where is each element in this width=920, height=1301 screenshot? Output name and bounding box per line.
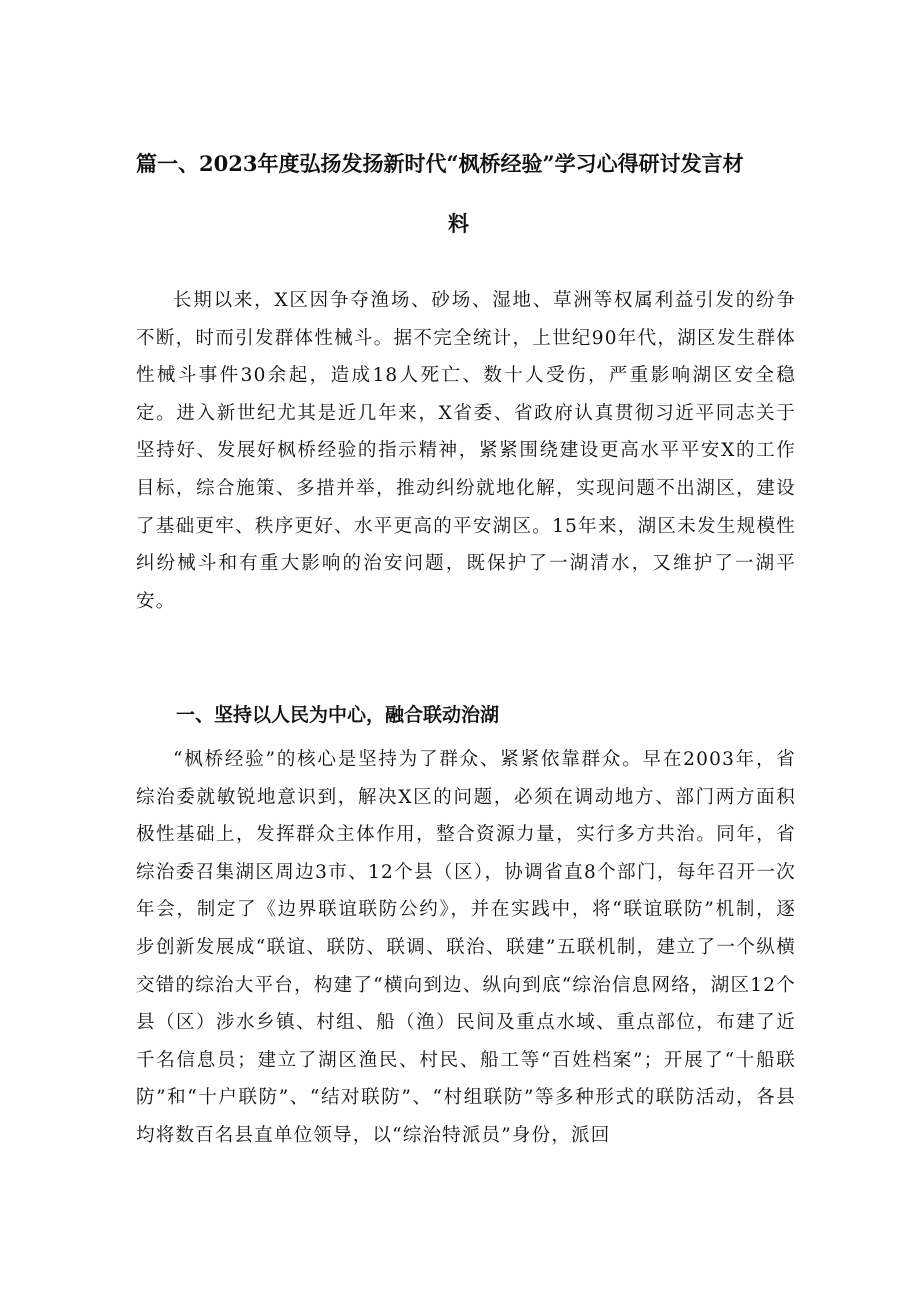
paragraph-section-1 <box>136 741 796 1155</box>
section-heading-1: 一、坚持以人民为中心，融合联动治湖 <box>176 704 500 726</box>
document-title-line1: 篇一、2023年度弘扬发扬新时代“枫桥经验”学习心得研讨发言材 <box>136 151 744 176</box>
paragraph-text: 长期以来，X区因争夺渔场、砂场、湿地、草洲等权属利益引发的纷争不断，时而引发群体性械斗。据不完全统计，上世纪90年代，湖区发生群体性械斗事件30余起，造成18人死亡、数十人受伤，严重影响湖区安全稳定。进入新世纪尤其是近几年来，X省委、省政府认真贯彻习近平同志关于坚持好、发展好枫桥经验的指示精神，紧紧围绕建设更高水平平安X的工作目标，综合施策、多措并举，推动纠纷就地化解，实现问题不出湖区，建设了基础更牢、秩序更好、水平更高的平安湖区。15年来，湖区未发生规模性纠纷械斗和有重大影响的治安问题，既保护了一湖清水，又维护了一湖平安。 <box>136 290 796 612</box>
document-title-line2: 料 <box>448 211 469 236</box>
paragraph-text: “枫桥经验”的核心是坚持为了群众、紧紧依靠群众。早在2003年，省综治委就敏锐地意识到，解决X区的问题，必须在调动地方、部门两方面积极性基础上，发挥群众主体作用，整合资源力量，实行多方共治。同年，省综治委召集湖区周边3市、12个县（区），协调省直8个部门，每年召开一次年会，制定了《边界联谊联防公约》，并在实践中，将“联谊联防”机制，逐步创新发展成“联谊、联防、联调、联治、联建”五联机制，建立了一个纵横交错的综治大平台，构建了“横向到边、纵向到底“综治信息网络，湖区12个县（区）涉水乡镇、村组、船（渔）民间及重点水域、重点部位，布建了近千名信息员；建立了湖区渔民、村民、船工等“百姓档案”；开展了“十船联防”和“十户联防”、“结对联防”、“村组联防”等多种形式的联防活动，各县均将数百名县直单位领导，以“综治特派员”身份，派回 <box>136 749 796 1146</box>
paragraph-intro <box>136 282 796 620</box>
